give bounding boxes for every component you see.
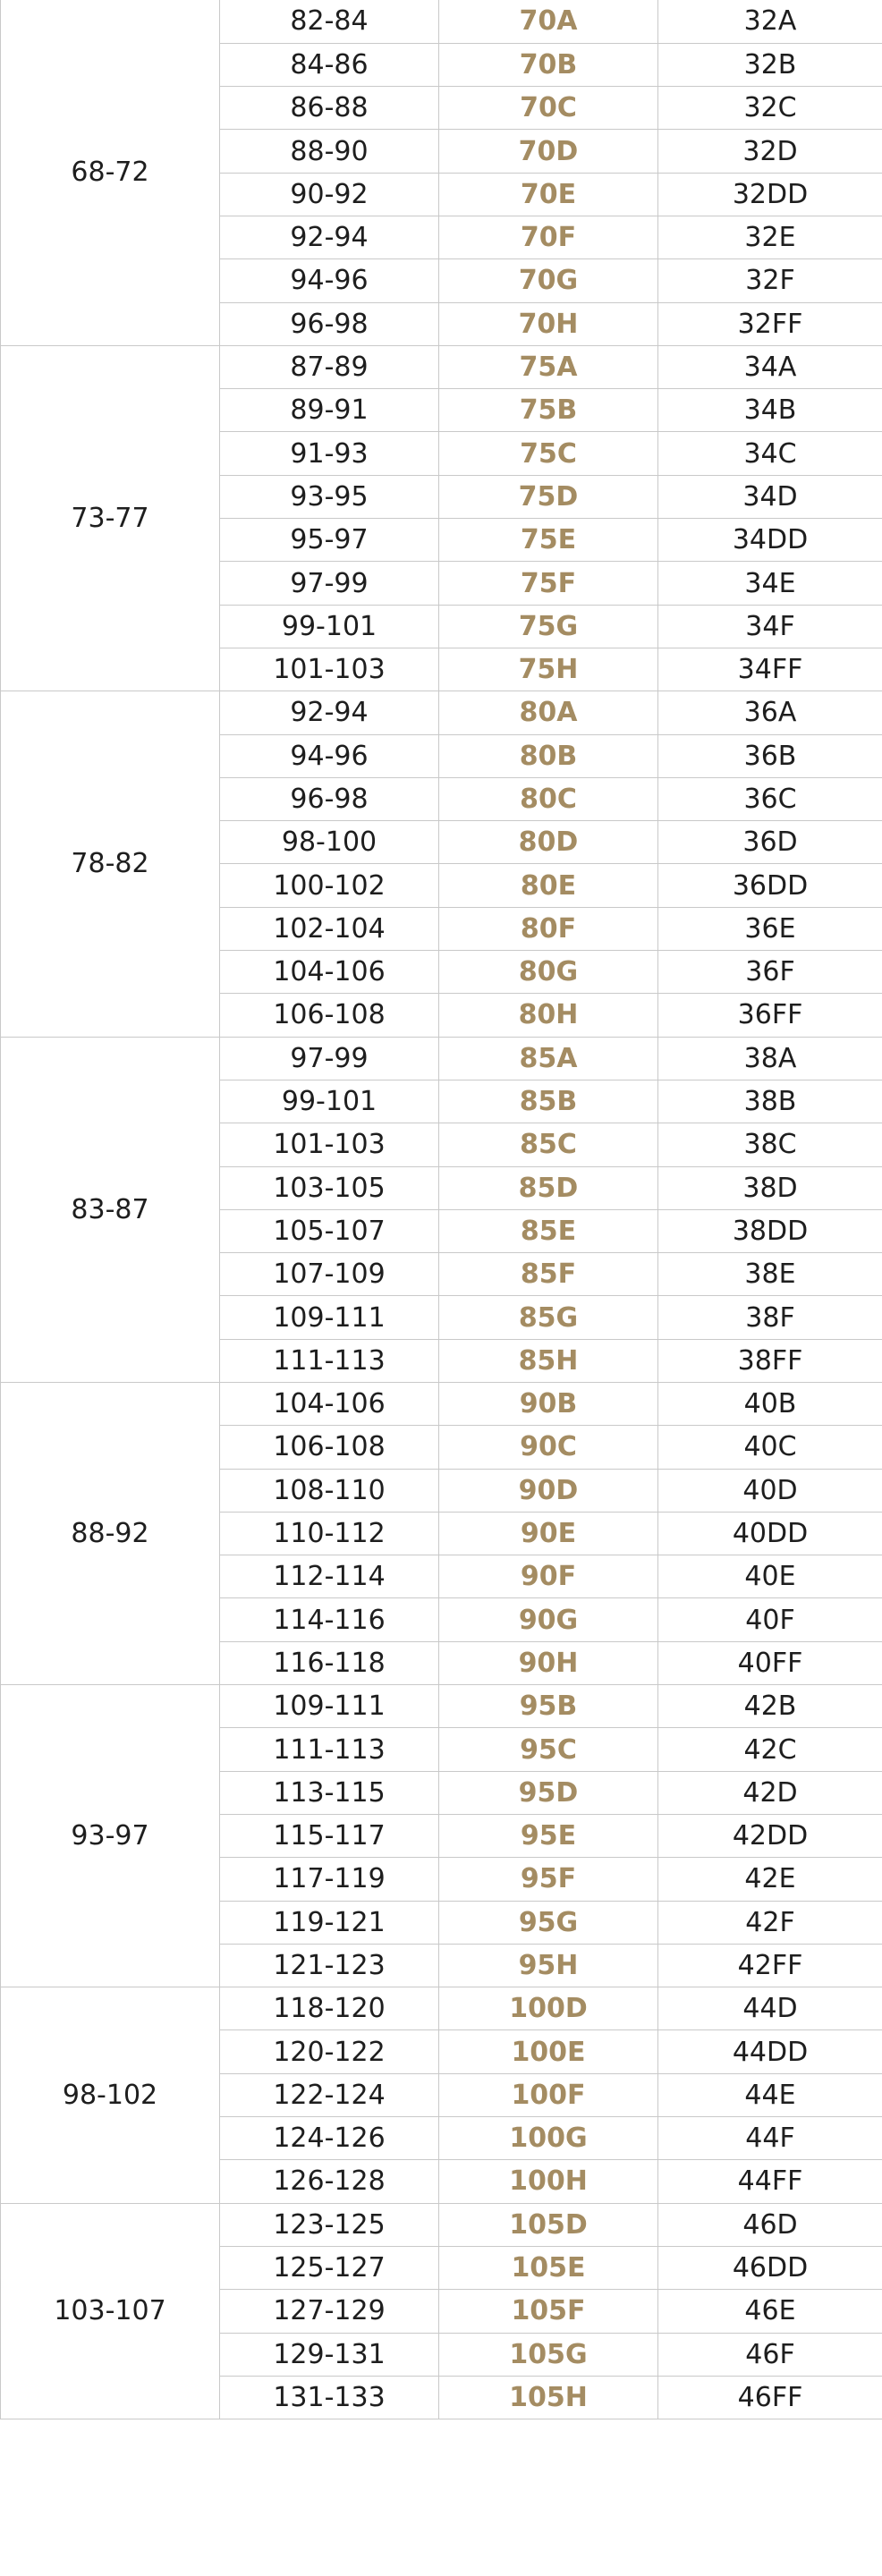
table-row bbox=[1, 0, 882, 43]
overbust-cell: 88-90 bbox=[220, 130, 439, 173]
overbust-cell: 98-100 bbox=[220, 821, 439, 864]
us-size-cell: 34C bbox=[658, 432, 882, 475]
overbust-cell: 126-128 bbox=[220, 2160, 439, 2203]
eu-size-cell: 85D bbox=[439, 1166, 658, 1209]
eu-size-cell: 100F bbox=[439, 2073, 658, 2116]
overbust-cell: 89-91 bbox=[220, 389, 439, 432]
us-size-cell: 40FF bbox=[658, 1641, 882, 1684]
us-size-cell: 42E bbox=[658, 1858, 882, 1901]
overbust-cell: 82-84 bbox=[220, 0, 439, 43]
eu-size-cell: 70F bbox=[439, 216, 658, 258]
underbust-cell: 73-77 bbox=[1, 345, 220, 691]
eu-size-cell: 105F bbox=[439, 2290, 658, 2333]
eu-size-cell: 80D bbox=[439, 821, 658, 864]
overbust-cell: 92-94 bbox=[220, 216, 439, 258]
eu-size-cell: 75G bbox=[439, 605, 658, 648]
us-size-cell: 46F bbox=[658, 2333, 882, 2376]
overbust-cell: 114-116 bbox=[220, 1598, 439, 1641]
overbust-cell: 125-127 bbox=[220, 2246, 439, 2289]
overbust-cell: 100-102 bbox=[220, 864, 439, 907]
eu-size-cell: 90G bbox=[439, 1598, 658, 1641]
overbust-cell: 96-98 bbox=[220, 302, 439, 345]
eu-size-cell: 75H bbox=[439, 648, 658, 691]
us-size-cell: 38C bbox=[658, 1123, 882, 1166]
us-size-cell: 36F bbox=[658, 951, 882, 994]
table-row bbox=[1, 1685, 882, 1728]
underbust-cell: 93-97 bbox=[1, 1685, 220, 1987]
overbust-cell: 121-123 bbox=[220, 1944, 439, 1987]
eu-size-cell: 85C bbox=[439, 1123, 658, 1166]
eu-size-cell: 95F bbox=[439, 1858, 658, 1901]
underbust-cell: 88-92 bbox=[1, 1383, 220, 1685]
eu-size-cell: 95D bbox=[439, 1771, 658, 1814]
overbust-cell: 129-131 bbox=[220, 2333, 439, 2376]
overbust-cell: 111-113 bbox=[220, 1339, 439, 1382]
overbust-cell: 109-111 bbox=[220, 1296, 439, 1339]
us-size-cell: 32E bbox=[658, 216, 882, 258]
overbust-cell: 86-88 bbox=[220, 87, 439, 130]
overbust-cell: 127-129 bbox=[220, 2290, 439, 2333]
eu-size-cell: 105E bbox=[439, 2246, 658, 2289]
eu-size-cell: 70B bbox=[439, 43, 658, 86]
us-size-cell: 38DD bbox=[658, 1209, 882, 1252]
underbust-cell: 98-102 bbox=[1, 1987, 220, 2203]
eu-size-cell: 105D bbox=[439, 2203, 658, 2246]
eu-size-cell: 95G bbox=[439, 1901, 658, 1944]
overbust-cell: 93-95 bbox=[220, 475, 439, 518]
eu-size-cell: 70E bbox=[439, 173, 658, 216]
eu-size-cell: 85A bbox=[439, 1037, 658, 1080]
us-size-cell: 36B bbox=[658, 734, 882, 777]
us-size-cell: 36FF bbox=[658, 994, 882, 1037]
overbust-cell: 107-109 bbox=[220, 1253, 439, 1296]
overbust-cell: 84-86 bbox=[220, 43, 439, 86]
overbust-cell: 124-126 bbox=[220, 2117, 439, 2160]
table-row bbox=[1, 1383, 882, 1426]
table-row bbox=[1, 345, 882, 388]
eu-size-cell: 90B bbox=[439, 1383, 658, 1426]
us-size-cell: 36A bbox=[658, 691, 882, 734]
us-size-cell: 44D bbox=[658, 1987, 882, 2030]
eu-size-cell: 100G bbox=[439, 2117, 658, 2160]
overbust-cell: 91-93 bbox=[220, 432, 439, 475]
eu-size-cell: 80F bbox=[439, 907, 658, 950]
overbust-cell: 109-111 bbox=[220, 1685, 439, 1728]
overbust-cell: 105-107 bbox=[220, 1209, 439, 1252]
overbust-cell: 94-96 bbox=[220, 259, 439, 302]
us-size-cell: 34FF bbox=[658, 648, 882, 691]
us-size-cell: 40DD bbox=[658, 1512, 882, 1555]
overbust-cell: 118-120 bbox=[220, 1987, 439, 2030]
eu-size-cell: 80H bbox=[439, 994, 658, 1037]
us-size-cell: 38FF bbox=[658, 1339, 882, 1382]
us-size-cell: 44DD bbox=[658, 2030, 882, 2073]
overbust-cell: 111-113 bbox=[220, 1728, 439, 1771]
eu-size-cell: 70G bbox=[439, 259, 658, 302]
eu-size-cell: 70C bbox=[439, 87, 658, 130]
eu-size-cell: 75B bbox=[439, 389, 658, 432]
overbust-cell: 97-99 bbox=[220, 562, 439, 605]
eu-size-cell: 90F bbox=[439, 1555, 658, 1598]
eu-size-cell: 75F bbox=[439, 562, 658, 605]
us-size-cell: 42B bbox=[658, 1685, 882, 1728]
eu-size-cell: 95C bbox=[439, 1728, 658, 1771]
underbust-cell: 78-82 bbox=[1, 691, 220, 1037]
eu-size-cell: 80E bbox=[439, 864, 658, 907]
table-row bbox=[1, 691, 882, 734]
eu-size-cell: 80B bbox=[439, 734, 658, 777]
overbust-cell: 110-112 bbox=[220, 1512, 439, 1555]
eu-size-cell: 75E bbox=[439, 519, 658, 562]
eu-size-cell: 90E bbox=[439, 1512, 658, 1555]
us-size-cell: 38A bbox=[658, 1037, 882, 1080]
overbust-cell: 99-101 bbox=[220, 605, 439, 648]
us-size-cell: 46DD bbox=[658, 2246, 882, 2289]
size-table-body bbox=[1, 0, 882, 2419]
us-size-cell: 42DD bbox=[658, 1814, 882, 1857]
overbust-cell: 99-101 bbox=[220, 1080, 439, 1123]
us-size-cell: 40F bbox=[658, 1598, 882, 1641]
overbust-cell: 123-125 bbox=[220, 2203, 439, 2246]
overbust-cell: 115-117 bbox=[220, 1814, 439, 1857]
eu-size-cell: 80G bbox=[439, 951, 658, 994]
overbust-cell: 102-104 bbox=[220, 907, 439, 950]
overbust-cell: 92-94 bbox=[220, 691, 439, 734]
eu-size-cell: 75A bbox=[439, 345, 658, 388]
us-size-cell: 38F bbox=[658, 1296, 882, 1339]
us-size-cell: 34B bbox=[658, 389, 882, 432]
us-size-cell: 34A bbox=[658, 345, 882, 388]
overbust-cell: 101-103 bbox=[220, 648, 439, 691]
eu-size-cell: 90H bbox=[439, 1641, 658, 1684]
us-size-cell: 40C bbox=[658, 1426, 882, 1469]
eu-size-cell: 100H bbox=[439, 2160, 658, 2203]
eu-size-cell: 85H bbox=[439, 1339, 658, 1382]
us-size-cell: 46E bbox=[658, 2290, 882, 2333]
overbust-cell: 120-122 bbox=[220, 2030, 439, 2073]
us-size-cell: 32C bbox=[658, 87, 882, 130]
underbust-cell: 68-72 bbox=[1, 0, 220, 345]
overbust-cell: 95-97 bbox=[220, 519, 439, 562]
us-size-cell: 40E bbox=[658, 1555, 882, 1598]
overbust-cell: 122-124 bbox=[220, 2073, 439, 2116]
overbust-cell: 112-114 bbox=[220, 1555, 439, 1598]
us-size-cell: 32A bbox=[658, 0, 882, 43]
us-size-cell: 34D bbox=[658, 475, 882, 518]
us-size-cell: 36C bbox=[658, 777, 882, 820]
overbust-cell: 117-119 bbox=[220, 1858, 439, 1901]
overbust-cell: 104-106 bbox=[220, 951, 439, 994]
eu-size-cell: 90C bbox=[439, 1426, 658, 1469]
us-size-cell: 38B bbox=[658, 1080, 882, 1123]
us-size-cell: 44E bbox=[658, 2073, 882, 2116]
overbust-cell: 104-106 bbox=[220, 1383, 439, 1426]
us-size-cell: 38D bbox=[658, 1166, 882, 1209]
overbust-cell: 90-92 bbox=[220, 173, 439, 216]
eu-size-cell: 80A bbox=[439, 691, 658, 734]
eu-size-cell: 85B bbox=[439, 1080, 658, 1123]
us-size-cell: 42D bbox=[658, 1771, 882, 1814]
us-size-cell: 40D bbox=[658, 1469, 882, 1512]
table-row bbox=[1, 2203, 882, 2246]
us-size-cell: 42FF bbox=[658, 1944, 882, 1987]
eu-size-cell: 75C bbox=[439, 432, 658, 475]
us-size-cell: 32DD bbox=[658, 173, 882, 216]
underbust-cell: 83-87 bbox=[1, 1037, 220, 1382]
overbust-cell: 94-96 bbox=[220, 734, 439, 777]
us-size-cell: 32F bbox=[658, 259, 882, 302]
us-size-cell: 36DD bbox=[658, 864, 882, 907]
table-row bbox=[1, 1037, 882, 1080]
overbust-cell: 96-98 bbox=[220, 777, 439, 820]
us-size-cell: 38E bbox=[658, 1253, 882, 1296]
us-size-cell: 40B bbox=[658, 1383, 882, 1426]
us-size-cell: 36D bbox=[658, 821, 882, 864]
eu-size-cell: 105H bbox=[439, 2376, 658, 2419]
us-size-cell: 46D bbox=[658, 2203, 882, 2246]
us-size-cell: 36E bbox=[658, 907, 882, 950]
eu-size-cell: 95E bbox=[439, 1814, 658, 1857]
us-size-cell: 32FF bbox=[658, 302, 882, 345]
eu-size-cell: 70D bbox=[439, 130, 658, 173]
underbust-cell: 103-107 bbox=[1, 2203, 220, 2419]
table-row bbox=[1, 1987, 882, 2030]
overbust-cell: 119-121 bbox=[220, 1901, 439, 1944]
us-size-cell: 34E bbox=[658, 562, 882, 605]
us-size-cell: 44F bbox=[658, 2117, 882, 2160]
overbust-cell: 113-115 bbox=[220, 1771, 439, 1814]
us-size-cell: 42F bbox=[658, 1901, 882, 1944]
us-size-cell: 34F bbox=[658, 605, 882, 648]
us-size-cell: 32B bbox=[658, 43, 882, 86]
us-size-cell: 44FF bbox=[658, 2160, 882, 2203]
eu-size-cell: 75D bbox=[439, 475, 658, 518]
overbust-cell: 116-118 bbox=[220, 1641, 439, 1684]
us-size-cell: 32D bbox=[658, 130, 882, 173]
overbust-cell: 131-133 bbox=[220, 2376, 439, 2419]
overbust-cell: 103-105 bbox=[220, 1166, 439, 1209]
eu-size-cell: 90D bbox=[439, 1469, 658, 1512]
eu-size-cell: 100E bbox=[439, 2030, 658, 2073]
overbust-cell: 87-89 bbox=[220, 345, 439, 388]
eu-size-cell: 85E bbox=[439, 1209, 658, 1252]
eu-size-cell: 80C bbox=[439, 777, 658, 820]
eu-size-cell: 100D bbox=[439, 1987, 658, 2030]
eu-size-cell: 95B bbox=[439, 1685, 658, 1728]
eu-size-cell: 70H bbox=[439, 302, 658, 345]
us-size-cell: 34DD bbox=[658, 519, 882, 562]
overbust-cell: 106-108 bbox=[220, 1426, 439, 1469]
overbust-cell: 97-99 bbox=[220, 1037, 439, 1080]
eu-size-cell: 70A bbox=[439, 0, 658, 43]
eu-size-cell: 85G bbox=[439, 1296, 658, 1339]
overbust-cell: 108-110 bbox=[220, 1469, 439, 1512]
overbust-cell: 101-103 bbox=[220, 1123, 439, 1166]
eu-size-cell: 105G bbox=[439, 2333, 658, 2376]
us-size-cell: 46FF bbox=[658, 2376, 882, 2419]
overbust-cell: 106-108 bbox=[220, 994, 439, 1037]
us-size-cell: 42C bbox=[658, 1728, 882, 1771]
eu-size-cell: 85F bbox=[439, 1253, 658, 1296]
eu-size-cell: 95H bbox=[439, 1944, 658, 1987]
